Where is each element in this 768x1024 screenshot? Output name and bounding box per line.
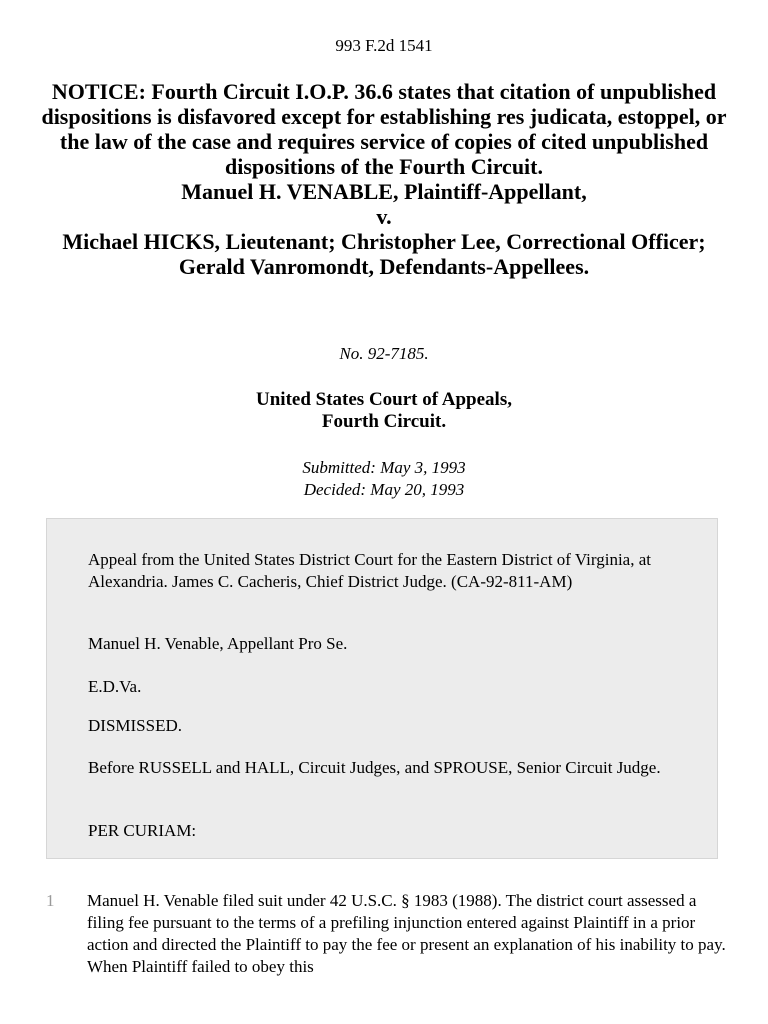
disposition: DISMISSED. bbox=[88, 716, 182, 735]
defendant-parties: Michael HICKS, Lieutenant; Christopher Lee, Correctional Officer; Gerald Vanromondt, Defendants-Appellees. bbox=[62, 229, 706, 279]
opinion-paragraph: Manuel H. Venable filed suit under 42 U.S.C. § 1983 (1988). The district court assessed a filing fee pursuant to the terms of a prefiling injunction entered against Plaintiff in a prior action and directed the Plaintiff to pay the fee or present an explanation of his inability to pay. When Plaintiff failed to obey this bbox=[87, 891, 726, 976]
per-curiam-label: PER CURIAM: bbox=[88, 821, 197, 840]
appeal-info: Appeal from the United States District Court for the Eastern District of Virginia, at Alexandria. James C. Cacheris, Chief District Judge. (CA-92-811-AM) bbox=[88, 550, 652, 591]
counsel-info: Manuel H. Venable, Appellant Pro Se. bbox=[88, 634, 348, 653]
case-dates bbox=[0, 457, 768, 501]
paragraph-number: 1 bbox=[46, 891, 55, 910]
case-summary-box bbox=[46, 518, 718, 859]
plaintiff-party: Manuel H. VENABLE, Plaintiff-Appellant, bbox=[181, 179, 587, 204]
docket-number: No. 92-7185. bbox=[339, 344, 429, 363]
court-name bbox=[0, 389, 768, 433]
versus: v. bbox=[376, 204, 392, 229]
notice-text: NOTICE: Fourth Circuit I.O.P. 36.6 states that citation of unpublished dispositions is disfavored except for establishing res judicata, estoppel, or the law of the case and requires service of copies of cited unpublished dispositions of the Fourth Circuit. bbox=[41, 79, 727, 179]
case-caption bbox=[40, 79, 728, 279]
submitted-date: Submitted: May 3, 1993 bbox=[302, 458, 466, 477]
case-citation: 993 F.2d 1541 bbox=[335, 36, 433, 55]
court-name-line1: United States Court of Appeals, bbox=[256, 389, 512, 410]
district-info: E.D.Va. bbox=[88, 677, 142, 696]
court-name-line2: Fourth Circuit. bbox=[321, 411, 447, 432]
decided-date: Decided: May 20, 1993 bbox=[303, 480, 465, 499]
judges-panel: Before RUSSELL and HALL, Circuit Judges, and SPROUSE, Senior Circuit Judge. bbox=[88, 758, 661, 777]
